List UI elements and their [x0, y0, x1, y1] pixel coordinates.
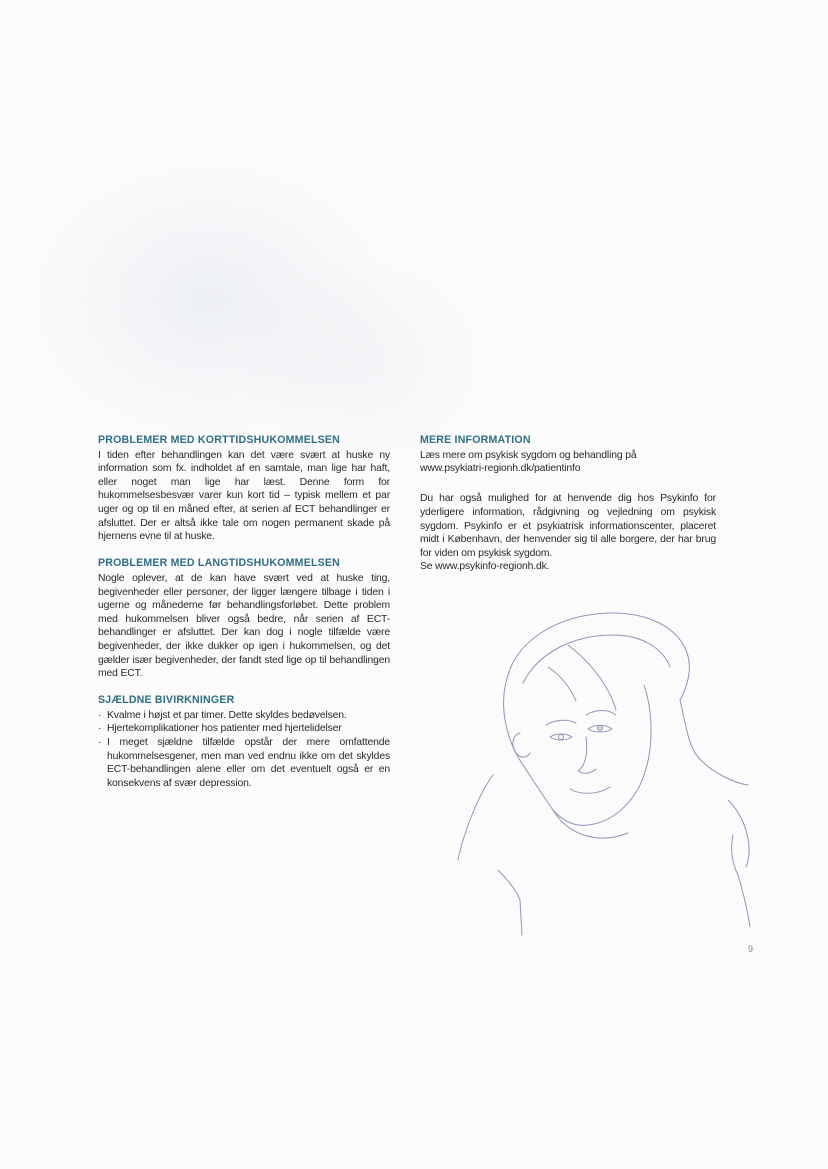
hair-strand [548, 667, 576, 701]
bullet-icon: · [98, 723, 102, 735]
more-info-intro: Læs mere om psykisk sygdom og behandling på [420, 449, 637, 461]
hair-outline [508, 613, 689, 700]
patientinfo-link[interactable]: www.psykiatri-regionh.dk/patientinfo [420, 463, 581, 475]
psykinfo-link[interactable]: Se www.psykinfo-regionh.dk. [420, 561, 550, 573]
mouth [570, 787, 610, 793]
ear [513, 733, 530, 757]
right-column [420, 434, 716, 574]
body-line-far-right [738, 875, 750, 927]
right-pupil [598, 726, 603, 731]
body-line-left [498, 870, 520, 900]
bullet-icon: · [98, 737, 102, 749]
nose [578, 737, 596, 773]
page-number: 9 [748, 944, 754, 954]
short-term-section [98, 434, 390, 544]
left-eyebrow [546, 720, 576, 725]
woman-line-drawing [448, 605, 768, 940]
left-pupil [559, 735, 564, 740]
shoulder-right [728, 800, 749, 867]
long-term-heading: PROBLEMER MED LANGTIDSHUKOMMELSEN [98, 557, 341, 570]
list-item: · Hjertekomplikationer hos patienter med hjertelidelser [98, 723, 342, 735]
right-eyebrow [586, 711, 616, 716]
shoulder-left [458, 775, 493, 860]
face-left [504, 675, 553, 810]
side-effects-list [98, 709, 390, 791]
list-item: · I meget sjældne tilfælde opstår der mere omfattende hukommelsesgener, men man ved endnu ikke om det skyldes ECT-behandlingen alene eller om det eventuelt også er en konsekvens af svær depression. [98, 737, 390, 789]
left-column [98, 434, 390, 790]
collar [553, 810, 628, 838]
short-term-body: I tiden efter behandlingen kan det være svært at huske ny information som fx. indholdet af en samtale, man lige har haft, eller noget man lige har læst. Denne form for hukommelsesbesvær varer kun kort tid – typisk mellem et par uger og op til en måned efter, at serien af ECT behandlinger er afsluttet. Der er altså ikke tale om nogen permanent skade på hjernens evne til at huske. [98, 449, 390, 543]
long-term-section [98, 557, 390, 680]
psykinfo-body: Du har også mulighed for at henvende dig hos Psykinfo for yderligere information, rådgivning og vejledning om psykisk sygdom. Psykinfo er et psykiatrisk informationscenter, placeret midt i København, der henvender sig til alle borgere, der har brug for viden om psykisk sygdom. [420, 493, 716, 559]
short-term-heading: PROBLEMER MED KORTTIDSHUKOMMELSEN [98, 434, 341, 446]
bullet-icon: · [98, 709, 102, 721]
side-effects-section [98, 694, 390, 790]
list-item: · Kvalme i højst et par timer. Dette skyldes bedøvelsen. [98, 709, 347, 721]
hair-inner [523, 635, 670, 683]
body-line-right [732, 835, 738, 875]
neck-right [680, 700, 748, 785]
face-right [553, 685, 651, 825]
more-info-heading: MERE INFORMATION [420, 434, 531, 446]
side-effects-heading: SJÆLDNE BIVIRKNINGER [98, 694, 235, 707]
long-term-body: Nogle oplever, at de kan have svært ved at huske ting, begivenheder eller personer, der ligger længere tilbage i tiden i ugerne og månederne før behandlingsforløbet. Dette problem med hukommelsen bliver også bedre, når serien af ECT-behandlinger er afsluttet. Der kan dog i nogle tilfælde være begivenheder, der ikke dukker op igen i hukommelsen, og det gælder især begivenheder, der fandt sted lige op til behandlingen med ECT. [98, 572, 390, 680]
body-line-mid [520, 900, 522, 935]
